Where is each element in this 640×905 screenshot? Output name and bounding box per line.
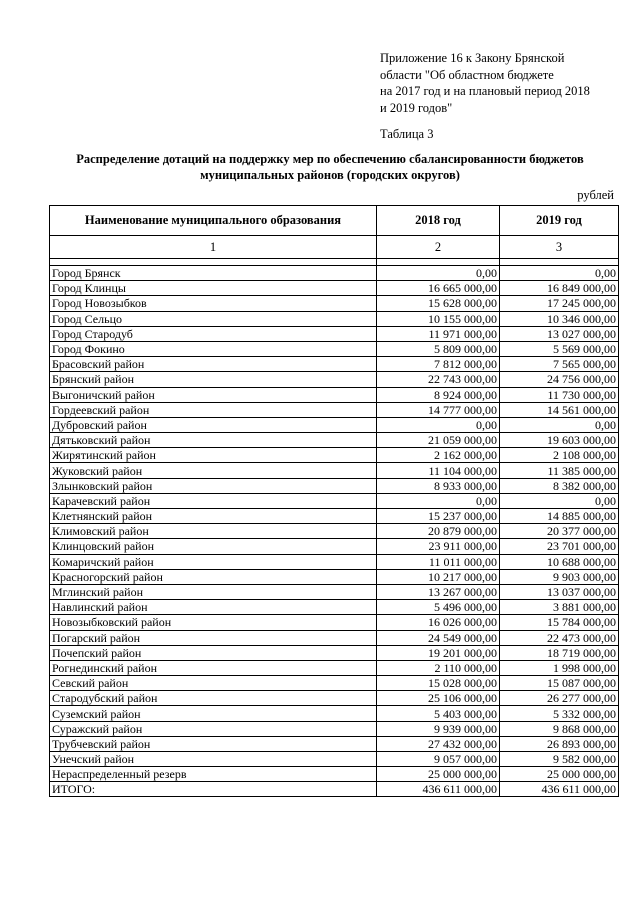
municipality-name: Климовский район: [50, 524, 377, 539]
table-row: [50, 584, 619, 599]
table-row: [50, 524, 619, 539]
amount-2019: 17 245 000,00: [500, 296, 619, 311]
amount-2018: 21 059 000,00: [377, 433, 500, 448]
municipality-name: Город Сельцо: [50, 311, 377, 326]
table-row: [50, 448, 619, 463]
amount-2018: 0,00: [377, 266, 500, 281]
header-year-2019: 2019 год: [500, 206, 619, 236]
amount-2018: 25 106 000,00: [377, 691, 500, 706]
table-row: [50, 463, 619, 478]
table-row: [50, 767, 619, 782]
amount-2019: 15 784 000,00: [500, 615, 619, 630]
municipality-name: Суражский район: [50, 721, 377, 736]
table-row: [50, 645, 619, 660]
header-year-2018: 2018 год: [377, 206, 500, 236]
total-2018: 436 611 000,00: [377, 782, 500, 797]
header-municipality: Наименование муниципального образования: [50, 206, 377, 236]
amount-2018: 15 028 000,00: [377, 676, 500, 691]
amount-2018: 7 812 000,00: [377, 357, 500, 372]
amount-2019: 13 027 000,00: [500, 326, 619, 341]
municipality-name: Погарский район: [50, 630, 377, 645]
amount-2018: 5 809 000,00: [377, 341, 500, 356]
appendix-note-line: области "Об областном бюджете: [380, 67, 554, 82]
municipality-name: Дубровский район: [50, 417, 377, 432]
amount-2019: 10 688 000,00: [500, 554, 619, 569]
appendix-note-line: Приложение 16 к Закону Брянской: [380, 51, 565, 65]
amount-2019: 22 473 000,00: [500, 630, 619, 645]
municipality-name: Стародубский район: [50, 691, 377, 706]
amount-2019: 14 561 000,00: [500, 402, 619, 417]
table-row: [50, 417, 619, 432]
amount-2019: 3 881 000,00: [500, 600, 619, 615]
amount-2019: 16 849 000,00: [500, 281, 619, 296]
table-row: [50, 752, 619, 767]
amount-2019: 23 701 000,00: [500, 539, 619, 554]
table-row: [50, 721, 619, 736]
municipality-name: Жуковский район: [50, 463, 377, 478]
municipality-name: Севский район: [50, 676, 377, 691]
table-row: [50, 539, 619, 554]
table-row: [50, 478, 619, 493]
amount-2019: 8 382 000,00: [500, 478, 619, 493]
municipality-name: Суземский район: [50, 706, 377, 721]
appendix-note-line: на 2017 год и на плановый период 2018: [380, 84, 590, 98]
amount-2019: 0,00: [500, 266, 619, 281]
amount-2019: 9 903 000,00: [500, 569, 619, 584]
amount-2019: 9 868 000,00: [500, 721, 619, 736]
municipality-name: Брянский район: [50, 372, 377, 387]
amount-2018: 2 162 000,00: [377, 448, 500, 463]
amount-2019: 25 000 000,00: [500, 767, 619, 782]
municipality-name: Клетнянский район: [50, 509, 377, 524]
municipality-name: Рогнединский район: [50, 660, 377, 675]
table-row: [50, 493, 619, 508]
amount-2018: 0,00: [377, 493, 500, 508]
municipality-name: Клинцовский район: [50, 539, 377, 554]
column-number: 1: [50, 236, 377, 259]
amount-2019: 0,00: [500, 417, 619, 432]
table-row: [50, 600, 619, 615]
amount-2018: 24 549 000,00: [377, 630, 500, 645]
amount-2019: 20 377 000,00: [500, 524, 619, 539]
amount-2018: 15 237 000,00: [377, 509, 500, 524]
document-title-line: Распределение дотаций на поддержку мер по обеспечению сбалансированности бюджетов: [76, 152, 584, 166]
amount-2018: 22 743 000,00: [377, 372, 500, 387]
table-row: [50, 676, 619, 691]
table-row: [50, 372, 619, 387]
municipality-name: Унечский район: [50, 752, 377, 767]
table-row: [50, 554, 619, 569]
amount-2018: 15 628 000,00: [377, 296, 500, 311]
amount-2019: 1 998 000,00: [500, 660, 619, 675]
column-number: 2: [377, 236, 500, 259]
municipality-name: Выгоничский район: [50, 387, 377, 402]
amount-2018: 11 104 000,00: [377, 463, 500, 478]
municipality-name: Злынковский район: [50, 478, 377, 493]
municipality-name: Жирятинский район: [50, 448, 377, 463]
amount-2018: 9 939 000,00: [377, 721, 500, 736]
amount-2019: 15 087 000,00: [500, 676, 619, 691]
amount-2018: 5 403 000,00: [377, 706, 500, 721]
amount-2018: 14 777 000,00: [377, 402, 500, 417]
amount-2019: 10 346 000,00: [500, 311, 619, 326]
total-row: [50, 782, 619, 797]
table-row: [50, 569, 619, 584]
amount-2018: 11 011 000,00: [377, 554, 500, 569]
table-row: [50, 433, 619, 448]
amount-2019: 5 332 000,00: [500, 706, 619, 721]
municipality-name: Мглинский район: [50, 584, 377, 599]
amount-2019: 14 885 000,00: [500, 509, 619, 524]
currency-unit: рублей: [577, 188, 614, 202]
total-label: ИТОГО:: [50, 782, 377, 797]
amount-2018: 10 217 000,00: [377, 569, 500, 584]
amount-2019: 24 756 000,00: [500, 372, 619, 387]
amount-2019: 11 730 000,00: [500, 387, 619, 402]
amount-2019: 26 893 000,00: [500, 736, 619, 751]
municipality-name: Карачевский район: [50, 493, 377, 508]
amount-2019: 7 565 000,00: [500, 357, 619, 372]
municipality-name: Красногорский район: [50, 569, 377, 584]
amount-2018: 9 057 000,00: [377, 752, 500, 767]
table-number: Таблица 3: [380, 127, 434, 141]
municipality-name: Навлинский район: [50, 600, 377, 615]
amount-2018: 16 026 000,00: [377, 615, 500, 630]
table-row: [50, 296, 619, 311]
table-row: [50, 691, 619, 706]
column-numbers-row: [50, 236, 619, 259]
table-row: [50, 281, 619, 296]
municipality-name: Дятьковский район: [50, 433, 377, 448]
amount-2018: 8 933 000,00: [377, 478, 500, 493]
amount-2018: 25 000 000,00: [377, 767, 500, 782]
table-row: [50, 660, 619, 675]
municipality-name: Город Клинцы: [50, 281, 377, 296]
amount-2018: 0,00: [377, 417, 500, 432]
amount-2018: 23 911 000,00: [377, 539, 500, 554]
amount-2019: 18 719 000,00: [500, 645, 619, 660]
total-2019: 436 611 000,00: [500, 782, 619, 797]
amount-2018: 5 496 000,00: [377, 600, 500, 615]
amount-2019: 2 108 000,00: [500, 448, 619, 463]
table-row: [50, 387, 619, 402]
table-row: [50, 630, 619, 645]
municipality-name: Брасовский район: [50, 357, 377, 372]
document-title: [40, 151, 620, 183]
table-body: [50, 259, 619, 797]
appendix-note-line: и 2019 годов": [380, 100, 453, 115]
table-row: [50, 706, 619, 721]
spacer-row: [50, 259, 619, 266]
table-row: [50, 341, 619, 356]
amount-2019: 26 277 000,00: [500, 691, 619, 706]
column-number: 3: [500, 236, 619, 259]
appendix-note: [380, 50, 620, 116]
subsidies-table: [49, 205, 619, 797]
municipality-name: Новозыбковский район: [50, 615, 377, 630]
amount-2018: 16 665 000,00: [377, 281, 500, 296]
amount-2019: 0,00: [500, 493, 619, 508]
amount-2018: 2 110 000,00: [377, 660, 500, 675]
table-row: [50, 326, 619, 341]
amount-2018: 13 267 000,00: [377, 584, 500, 599]
municipality-name: Гордеевский район: [50, 402, 377, 417]
document-title-line: муниципальных районов (городских округов): [200, 168, 460, 182]
table-row: [50, 402, 619, 417]
municipality-name: Город Стародуб: [50, 326, 377, 341]
amount-2018: 19 201 000,00: [377, 645, 500, 660]
municipality-name: Почепский район: [50, 645, 377, 660]
amount-2018: 8 924 000,00: [377, 387, 500, 402]
amount-2019: 5 569 000,00: [500, 341, 619, 356]
table-row: [50, 736, 619, 751]
table-row: [50, 266, 619, 281]
amount-2019: 11 385 000,00: [500, 463, 619, 478]
table-row: [50, 357, 619, 372]
amount-2018: 27 432 000,00: [377, 736, 500, 751]
municipality-name: Нераспределенный резерв: [50, 767, 377, 782]
table-row: [50, 509, 619, 524]
municipality-name: Город Фокино: [50, 341, 377, 356]
table-header-row: [50, 206, 619, 236]
amount-2019: 13 037 000,00: [500, 584, 619, 599]
municipality-name: Трубчевский район: [50, 736, 377, 751]
municipality-name: Комаричский район: [50, 554, 377, 569]
table-row: [50, 311, 619, 326]
table-row: [50, 615, 619, 630]
municipality-name: Город Брянск: [50, 266, 377, 281]
amount-2019: 19 603 000,00: [500, 433, 619, 448]
amount-2019: 9 582 000,00: [500, 752, 619, 767]
amount-2018: 10 155 000,00: [377, 311, 500, 326]
amount-2018: 11 971 000,00: [377, 326, 500, 341]
municipality-name: Город Новозыбков: [50, 296, 377, 311]
amount-2018: 20 879 000,00: [377, 524, 500, 539]
